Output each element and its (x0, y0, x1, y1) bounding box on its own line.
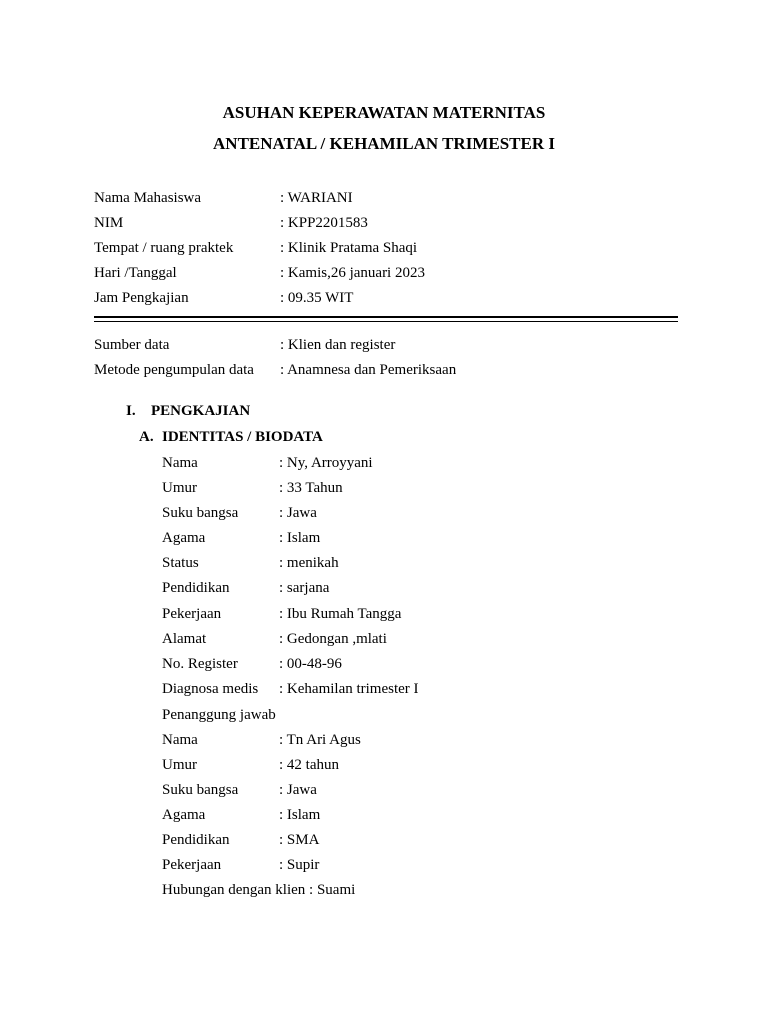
field-label: Pekerjaan (162, 606, 222, 622)
document-subtitle: ANTENATAL / KEHAMILAN TRIMESTER I (213, 134, 555, 153)
field-label: Tempat / ruang praktek (94, 240, 234, 256)
section-title: PENGKAJIAN (151, 403, 251, 419)
field-label: Umur (162, 757, 197, 773)
field-label: Sumber data (94, 337, 170, 353)
field-label: No. Register (162, 656, 238, 672)
section-heading-pengkajian (126, 403, 426, 421)
field-label: Hari /Tanggal (94, 265, 177, 281)
field-label: Alamat (162, 631, 207, 647)
divider-thick (94, 316, 678, 318)
field-label: Agama (162, 530, 206, 546)
section-heading-identitas (139, 429, 439, 447)
field-value: : Islam (279, 530, 321, 546)
field-label: Metode pengumpulan data (94, 362, 254, 378)
field-value: : 42 tahun (279, 757, 339, 773)
field-label: Agama (162, 807, 206, 823)
guardian-heading-text: Penanggung jawab (162, 707, 276, 723)
field-value: : Klinik Pratama Shaqi (280, 240, 418, 256)
field-label: Pekerjaan (162, 857, 222, 873)
field-value: : menikah (279, 555, 339, 571)
field-value: : SMA (279, 832, 320, 848)
field-value: : Klien dan register (280, 337, 396, 353)
divider-thin (94, 321, 678, 322)
field-value: : Islam (279, 807, 321, 823)
relationship-text: Hubungan dengan klien : Suami (162, 882, 356, 898)
field-label: Nama (162, 455, 198, 471)
field-label: Jam Pengkajian (94, 290, 189, 306)
field-value: : sarjana (279, 580, 330, 596)
field-label: Suku bangsa (162, 782, 239, 798)
field-label: NIM (94, 215, 124, 231)
field-value: : 33 Tahun (279, 480, 343, 496)
field-value: : 00-48-96 (279, 656, 342, 672)
field-value: : Kamis,26 januari 2023 (280, 265, 425, 281)
field-value: : Gedongan ,mlati (279, 631, 387, 647)
field-label: Diagnosa medis (162, 681, 259, 697)
field-value: : Jawa (279, 782, 317, 798)
section-title: IDENTITAS / BIODATA (162, 429, 323, 445)
field-label: Nama (162, 732, 198, 748)
field-label: Umur (162, 480, 197, 496)
field-label: Suku bangsa (162, 505, 239, 521)
section-number: A. (139, 429, 154, 445)
field-value: : Anamnesa dan Pemeriksaan (280, 362, 457, 378)
field-label: Status (162, 555, 199, 571)
field-value: : 09.35 WIT (280, 290, 354, 306)
document-title: ASUHAN KEPERAWATAN MATERNITAS (222, 103, 546, 122)
field-value: : Supir (279, 857, 320, 873)
field-value: : Kehamilan trimester I (279, 681, 419, 697)
field-label: Pendidikan (162, 580, 230, 596)
field-value: : Ibu Rumah Tangga (279, 606, 402, 622)
field-value: : Ny, Arroyyani (279, 455, 373, 471)
field-value: : WARIANI (280, 190, 353, 206)
field-value: : Jawa (279, 505, 317, 521)
section-number: I. (126, 403, 136, 419)
field-label: Pendidikan (162, 832, 230, 848)
field-value: : KPP2201583 (280, 215, 368, 231)
field-label: Nama Mahasiswa (94, 190, 202, 206)
field-value: : Tn Ari Agus (279, 732, 361, 748)
